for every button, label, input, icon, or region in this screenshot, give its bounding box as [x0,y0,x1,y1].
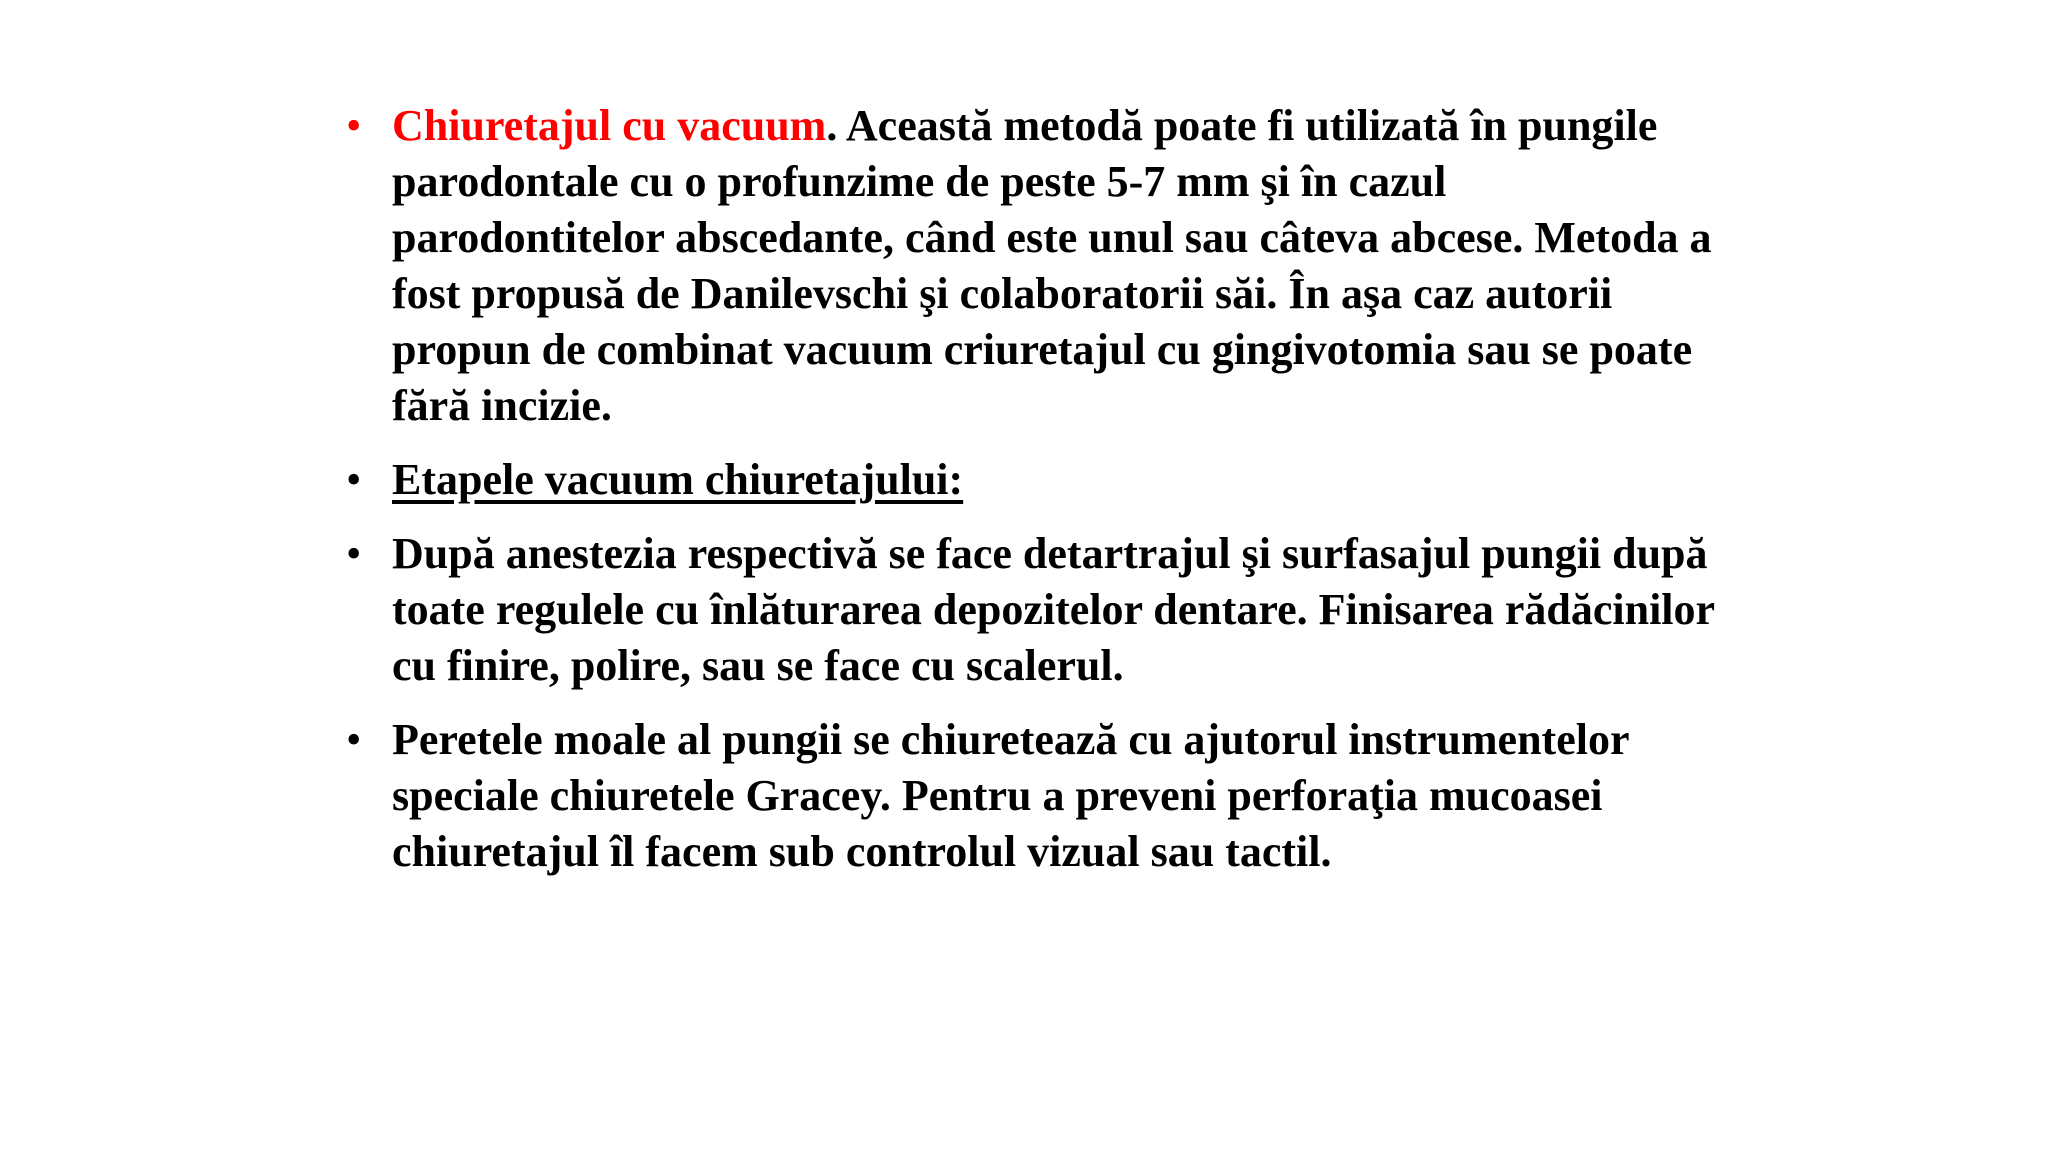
bullet-item [346,526,1726,694]
slide-body [346,98,1726,898]
highlight-term: Chiuretajul cu vacuum [392,101,827,150]
bullet-text: După anestezia respectivă se face detartrajul şi surfasajul pungii după toate regulele cu înlăturarea depozitelor dentare. Finisarea rădăcinilor cu finire, polire, sau se face cu scalerul. [392,529,1715,690]
bullet-item [346,98,1726,434]
section-heading: Etapele vacuum chiuretajului: [392,455,964,504]
bullet-text: Peretele moale al pungii se chiuretează cu ajutorul instrumentelor speciale chiuretele Gracey. Pentru a preveni perforaţia mucoasei chiuretajul îl facem sub controlul vizual sau tactil. [392,715,1629,876]
bullet-item [346,712,1726,880]
bullet-icon: • [346,101,362,150]
bullet-icon: • [346,455,362,504]
bullet-icon: • [346,529,362,578]
bullet-icon: • [346,715,362,764]
bullet-item [346,452,1726,508]
bullet-text: . Această metodă poate fi utilizată în pungile parodontale cu o profunzime de peste 5-7 mm şi în cazul parodontitelor abscedante, când este unul sau câteva abcese. Metoda a fost propusă de Danilevschi şi colaboratorii săi. În aşa caz autorii propun de combinat vacuum criuretajul cu gingivotomia sau se poate fără incizie. [392,101,1712,430]
